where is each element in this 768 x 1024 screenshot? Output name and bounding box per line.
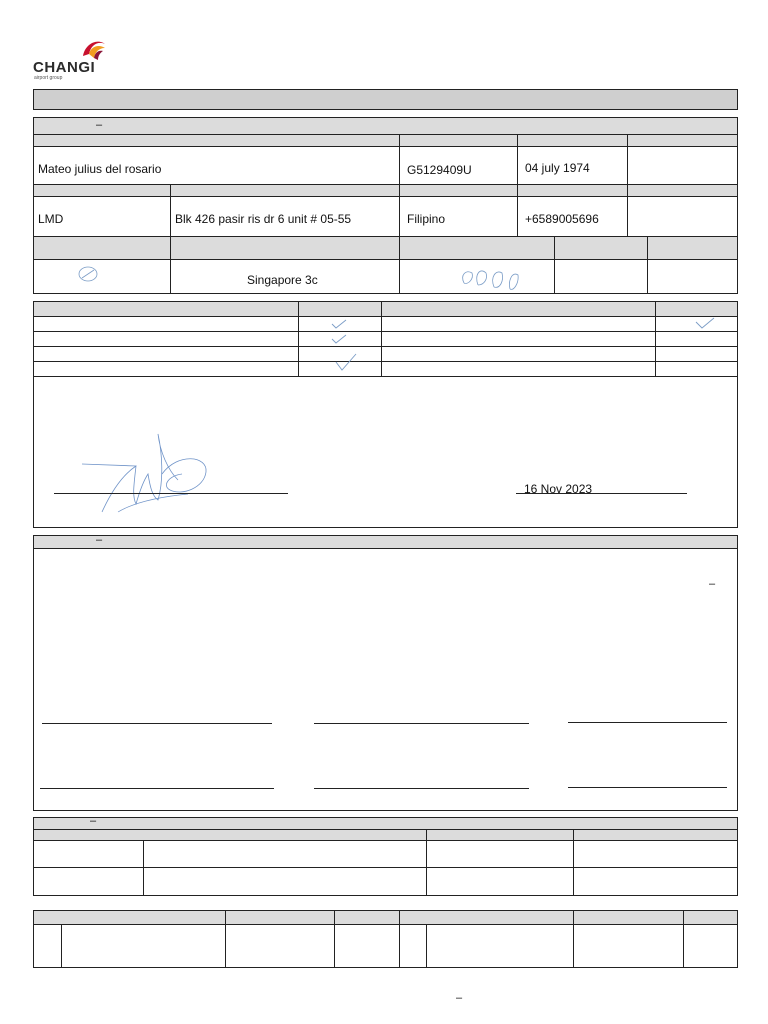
section-4-cell[interactable] [33,840,144,868]
bottom-cell[interactable] [61,924,226,968]
checklist-header-3 [381,301,656,317]
section-3-header [33,535,738,549]
approval-line[interactable] [314,723,529,724]
approval-line[interactable] [568,787,727,788]
checklist-header-4 [655,301,738,317]
id-number-value: G5129409U [407,163,472,177]
applicant-signature [78,430,218,520]
section-1-dash: – [96,119,103,131]
checkmark-icon [334,352,360,374]
section-4-cell[interactable] [143,867,427,896]
bottom-cell[interactable] [225,924,335,968]
nationality-value: Filipino [407,212,446,226]
phone-value: +6589005696 [525,212,599,226]
section-4-cell[interactable] [426,840,574,868]
extra-field-1[interactable] [627,146,738,185]
section-1-header [33,117,738,135]
location-field[interactable] [170,259,400,294]
bottom-header-5 [573,910,684,925]
approval-dash: – [709,578,716,590]
section-4-cell[interactable] [426,867,574,896]
row3-field-1[interactable] [33,259,171,294]
bottom-cell[interactable] [683,924,738,968]
dob-field[interactable] [517,146,628,185]
approval-line[interactable] [40,788,274,789]
checkmark-icon [330,333,350,345]
logo-tagline: airport group [34,75,63,81]
declaration-date: 16 Nov 2023 [524,482,593,496]
footer-dash: – [456,992,463,1004]
checklist-row [33,316,299,332]
checkmark-icon [694,316,718,330]
id-number-field[interactable] [399,146,518,185]
bottom-cell[interactable] [334,924,400,968]
section-4-cell[interactable] [573,867,738,896]
bottom-header-6 [683,910,738,925]
checklist-header-1 [33,301,299,317]
row3-header-3 [399,236,555,260]
code-field[interactable] [33,196,171,237]
checklist-header-2 [298,301,382,317]
checklist-row [381,331,656,347]
checklist-checkbox[interactable] [655,346,738,362]
nationality-field[interactable] [399,196,518,237]
signature-line [54,493,288,494]
name-field[interactable] [33,146,400,185]
name-value: Mateo julius del rosario [38,162,162,176]
section-3-dash: – [96,534,103,546]
section-4-cell[interactable] [33,867,144,896]
row3-header-5 [647,236,738,260]
bottom-header-1 [33,910,226,925]
pen-mark-icon [456,263,536,293]
form-title-bar [33,89,738,110]
dob-value: 04 july 1974 [525,161,590,175]
checklist-row [381,346,656,362]
row3-header-1 [33,236,171,260]
approval-line[interactable] [568,722,727,723]
bottom-header-3 [334,910,400,925]
checkmark-icon [330,318,350,330]
section-4-cell[interactable] [143,840,427,868]
checklist-checkbox[interactable] [655,331,738,347]
changi-logo [33,38,113,80]
section-4-dash: – [90,815,97,827]
bottom-header-4 [399,910,574,925]
address-field[interactable] [170,196,400,237]
logo-wordmark: CHANGI [33,59,96,76]
address-value: Blk 426 pasir ris dr 6 unit # 05-55 [175,212,352,226]
checklist-row [381,316,656,332]
bottom-cell[interactable] [33,924,62,968]
location-value: Singapore 3c [247,273,318,287]
checklist-checkbox[interactable] [655,361,738,377]
checklist-row [33,361,299,377]
row3-field-3[interactable] [399,259,555,294]
code-value: LMD [38,212,64,226]
checklist-row [33,331,299,347]
approval-box [33,548,738,811]
row3-header-4 [554,236,648,260]
row3-field-4[interactable] [554,259,648,294]
phone-field[interactable] [517,196,628,237]
approval-line[interactable] [42,723,272,724]
checklist-row [381,361,656,377]
bottom-cell[interactable] [399,924,427,968]
section-4-cell[interactable] [573,840,738,868]
bottom-cell[interactable] [426,924,574,968]
bottom-cell[interactable] [573,924,684,968]
extra-field-2[interactable] [627,196,738,237]
approval-line[interactable] [314,788,529,789]
bottom-header-2 [225,910,335,925]
row3-field-5[interactable] [647,259,738,294]
pen-mark-icon [76,264,106,284]
checklist-row [33,346,299,362]
row3-header-2 [170,236,400,260]
